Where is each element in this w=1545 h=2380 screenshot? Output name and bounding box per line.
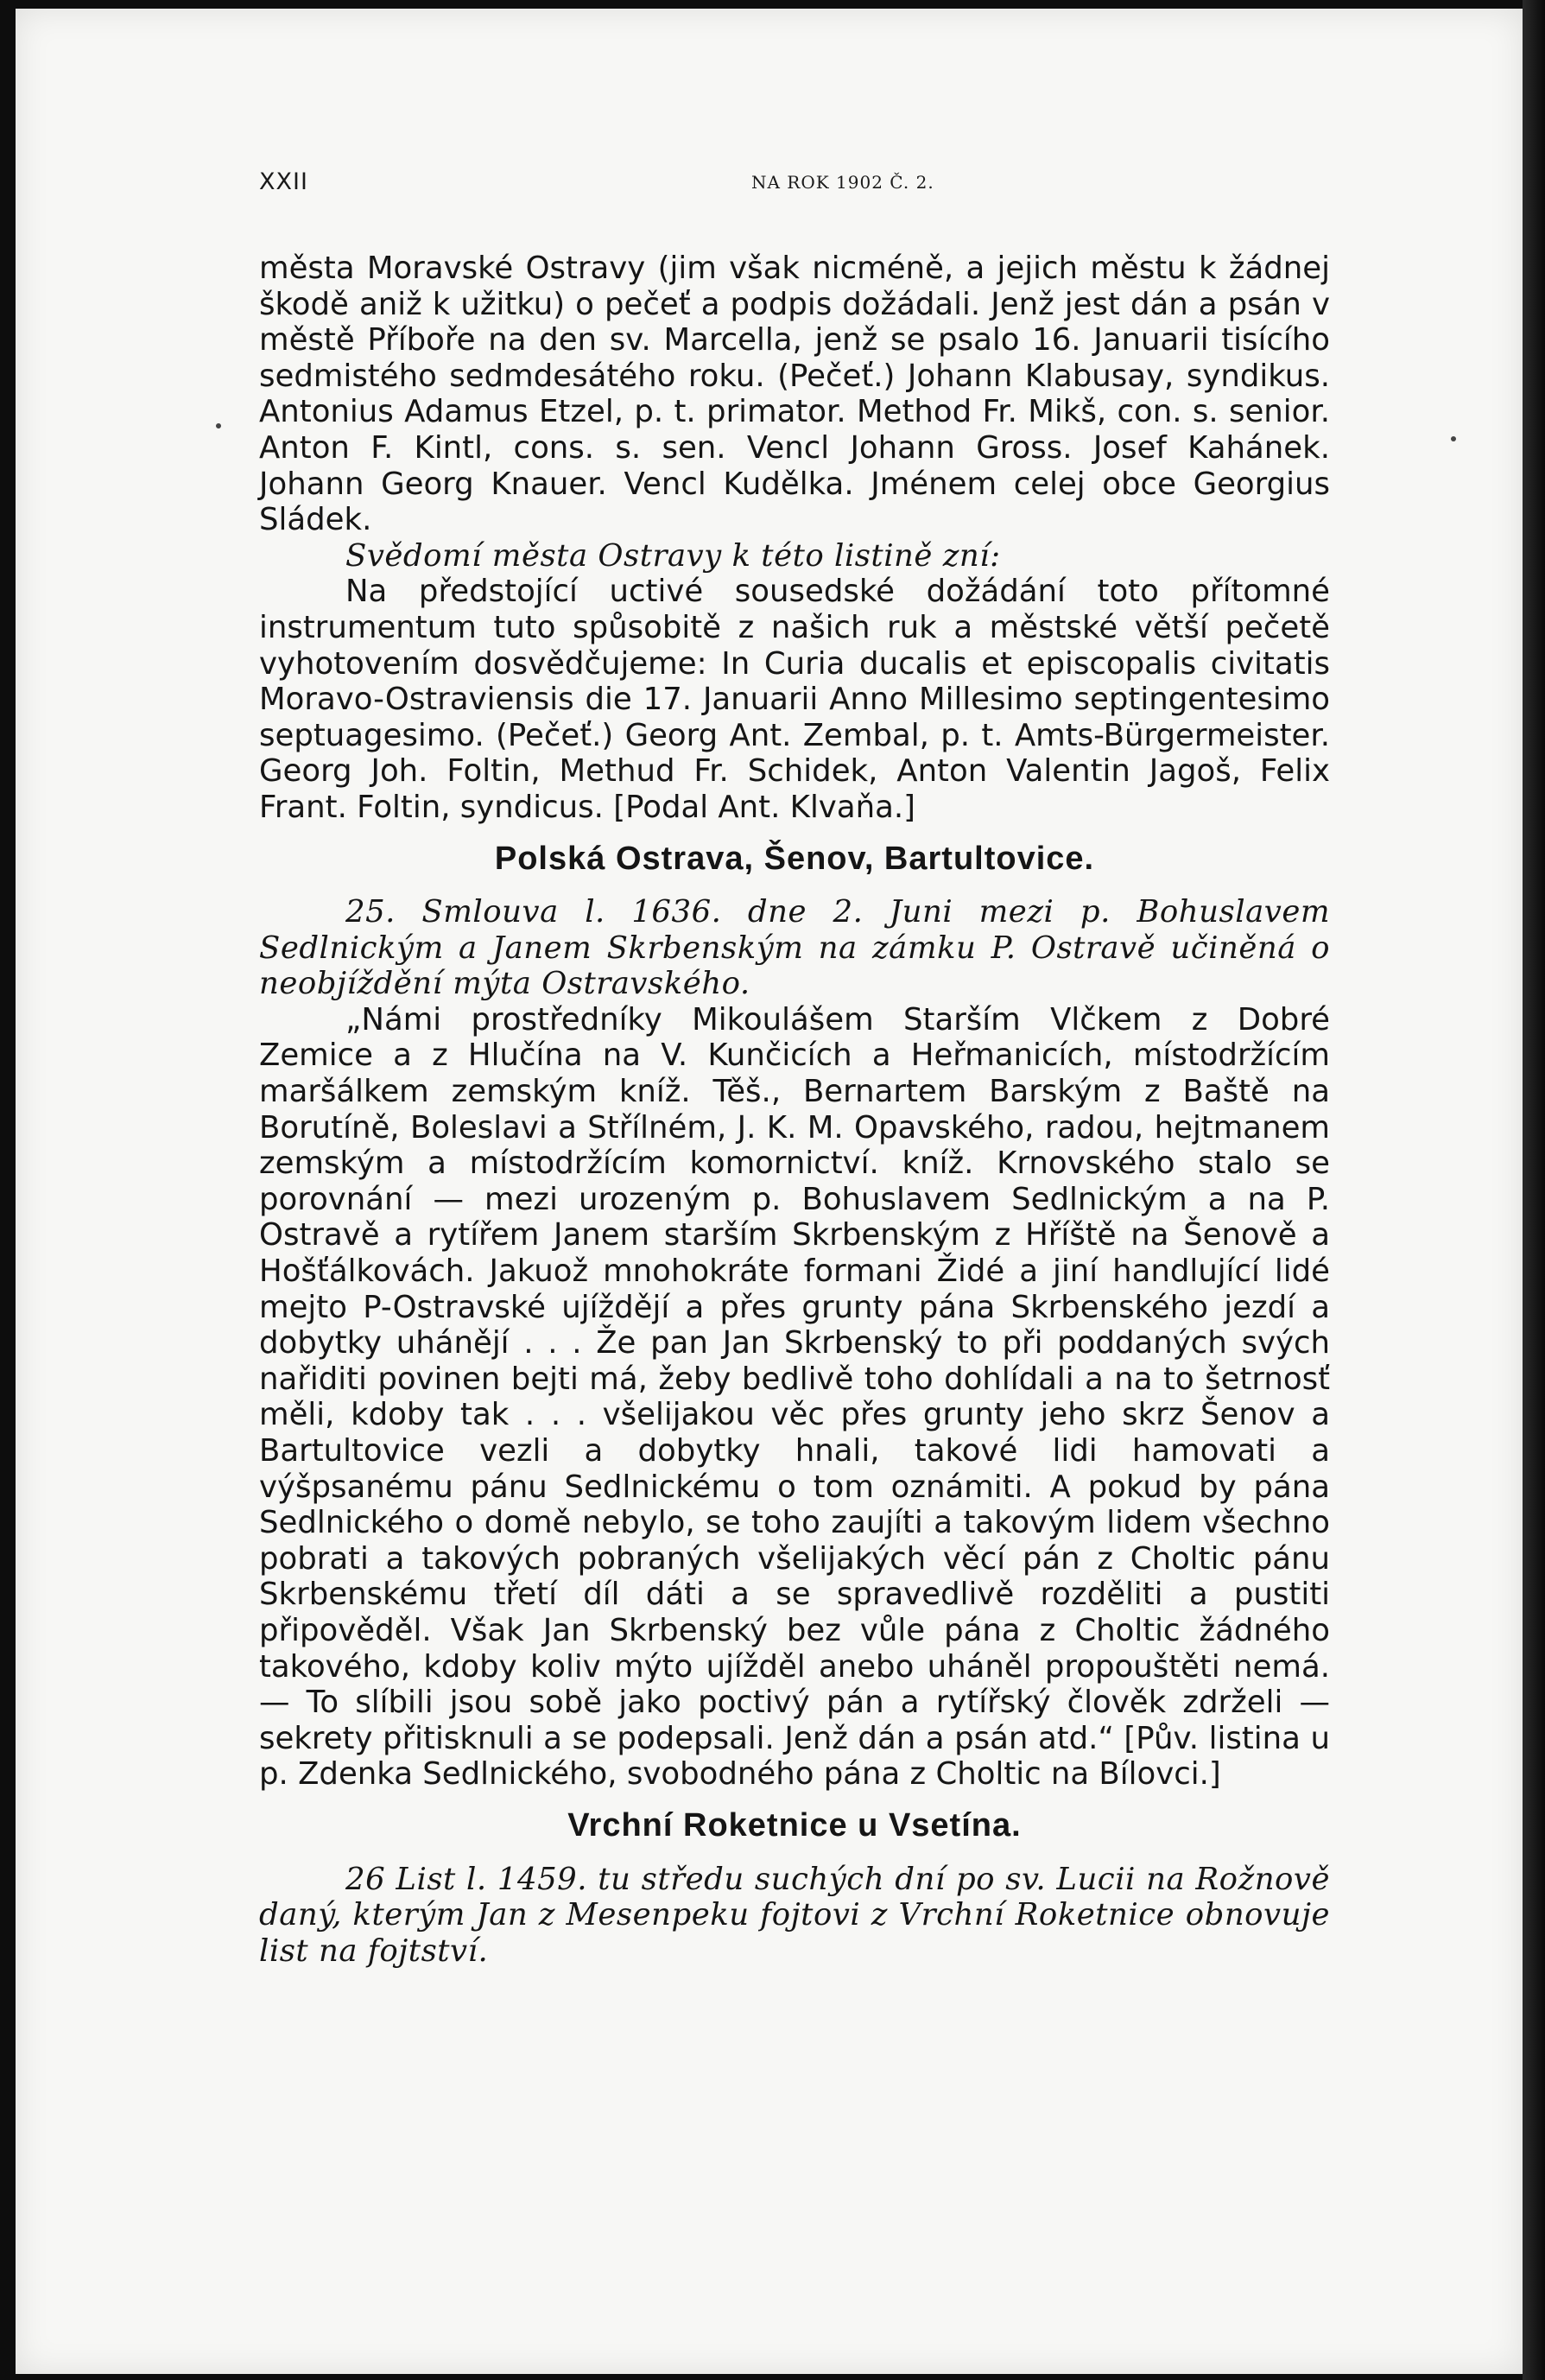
paragraph-frak: 26 List l. 1459. tu středu suchých dní po sv. Lucii na Rožnově daný, kterým Jan z Mesenpeku fojtovi z Vrchní Roketnice obnovuje list na fojtství. xyxy=(259,1861,1330,1969)
section-heading: Polská Ostrava, Šenov, Bartultovice. xyxy=(494,840,1095,877)
page-header xyxy=(259,168,993,203)
running-title: NA ROK 1902 Č. 2. xyxy=(751,172,934,193)
body-text xyxy=(259,251,1330,1969)
paragraph: Na předstojící uctivé sousedské dožádání toto přítomné instrumentum tuto spůsobitě z našich ruk a městské větší pečetě vyhotovením dosvědčujeme: In Curia ducalis et episcopalis civitatis Moravo-Ostraviensis die 17. Januarii Anno Millesimo septingentesimo septuagesimo. (Pečeť.) Georg Ant. Zembal, p. t. Amts-Bürgermeister. Georg Joh. Foltin, Methud Fr. Schidek, Anton Valentin Jagoš, Felix Frant. Foltin, syndicus. [Podal Ant. Klvaňa.] xyxy=(259,574,1330,825)
paragraph-frak: 25. Smlouva l. 1636. dne 2. Juni mezi p. Bohuslavem Sedlnickým a Janem Skrbenským na zámku P. Ostravě učiněná o neobjíždění mýta Ostravského. xyxy=(259,894,1330,1002)
scan-edge xyxy=(1523,0,1545,2380)
paragraph-frak: Svědomí města Ostravy k této listině zní: xyxy=(345,537,1001,574)
scan-speck xyxy=(1451,436,1456,441)
paragraph: města Moravské Ostravy (jim však nicméně, a jejich městu k žádnej škodě aniž k užitku) o pečeť a podpis dožádali. Jenž jest dán a psán v městě Příboře na den sv. Marcella, jenž se psalo 16. Januarii tisícího sedmistého sedmdesátého roku. (Pečeť.) Johann Klabusay, syndikus. Antonius Adamus Etzel, p. t. primator. Method Fr. Mikš, con. s. senior. Anton F. Kintl, cons. s. sen. Vencl Johann Gross. Josef Kahánek. Johann Georg Knauer. Vencl Kudělka. Jménem celej obce Georgius Sládek. xyxy=(259,251,1330,538)
paragraph: „Námi prostředníky Mikoulášem Starším Vlčkem z Dobré Zemice a z Hlučína na V. Kunčicích a Heřmanicích, místodržícím maršálkem zemským kníž. Těš., Bernartem Barským z Baště na Borutíně, Boleslavi a Střílném, J. K. M. Opavského, radou, hejtmanem zemským a místodržícím komornictví. kníž. Krnovského stalo se porovnání — mezi urozeným p. Bohuslavem Sedlnickým a na P. Ostravě a rytířem Janem starším Skrbenským z Hříště na Šenově a Hošťálkovách. Jakuož mnohokráte formani Židé a jiní handlující lidé mejto P-Ostravské ujíždějí a přes grunty pána Skrbenského jezdí a dobytky uhánějí . . . Že pan Jan Skrbenský to při poddaných svých nařiditi povinen bejti má, žeby bedlivě toho dohlídali a na to šetrnosť měli, kdoby tak . . . všelijakou věc přes grunty jeho skrz Šenov a Bartultovice vezli a dobytky hnali, takové lidi hamovati a výšpsanému pánu Sedlnickému o tom oznámiti. A pokud by pána Sedlnického o domě nebylo, se toho zaujíti a takovým lidem všechno pobrati a takových pobraných všelijakých věcí pán z Choltic pánu Skrbenskému třetí díl dáti a se spravedlivě rozděliti a pustiti připověděl. Však Jan Skrbenský bez vůle pána z Choltic žádného takového, kdoby koliv mýto ujížděl anebo uháněl propouštěti nemá. — To slíbili jsou sobě jako poctivý pán a rytířský člověk zdrželi — sekrety přitisknuli a se podepsali. Jenž dán a psán atd.“ [Pův. listina u p. Zdenka Sedlnického, svobodného pána z Choltic na Bílovci.] xyxy=(259,1001,1330,1793)
scan-speck xyxy=(216,423,221,428)
section-heading: Vrchní Roketnice u Vsetína. xyxy=(567,1806,1022,1844)
page-number: XXII xyxy=(259,168,308,195)
